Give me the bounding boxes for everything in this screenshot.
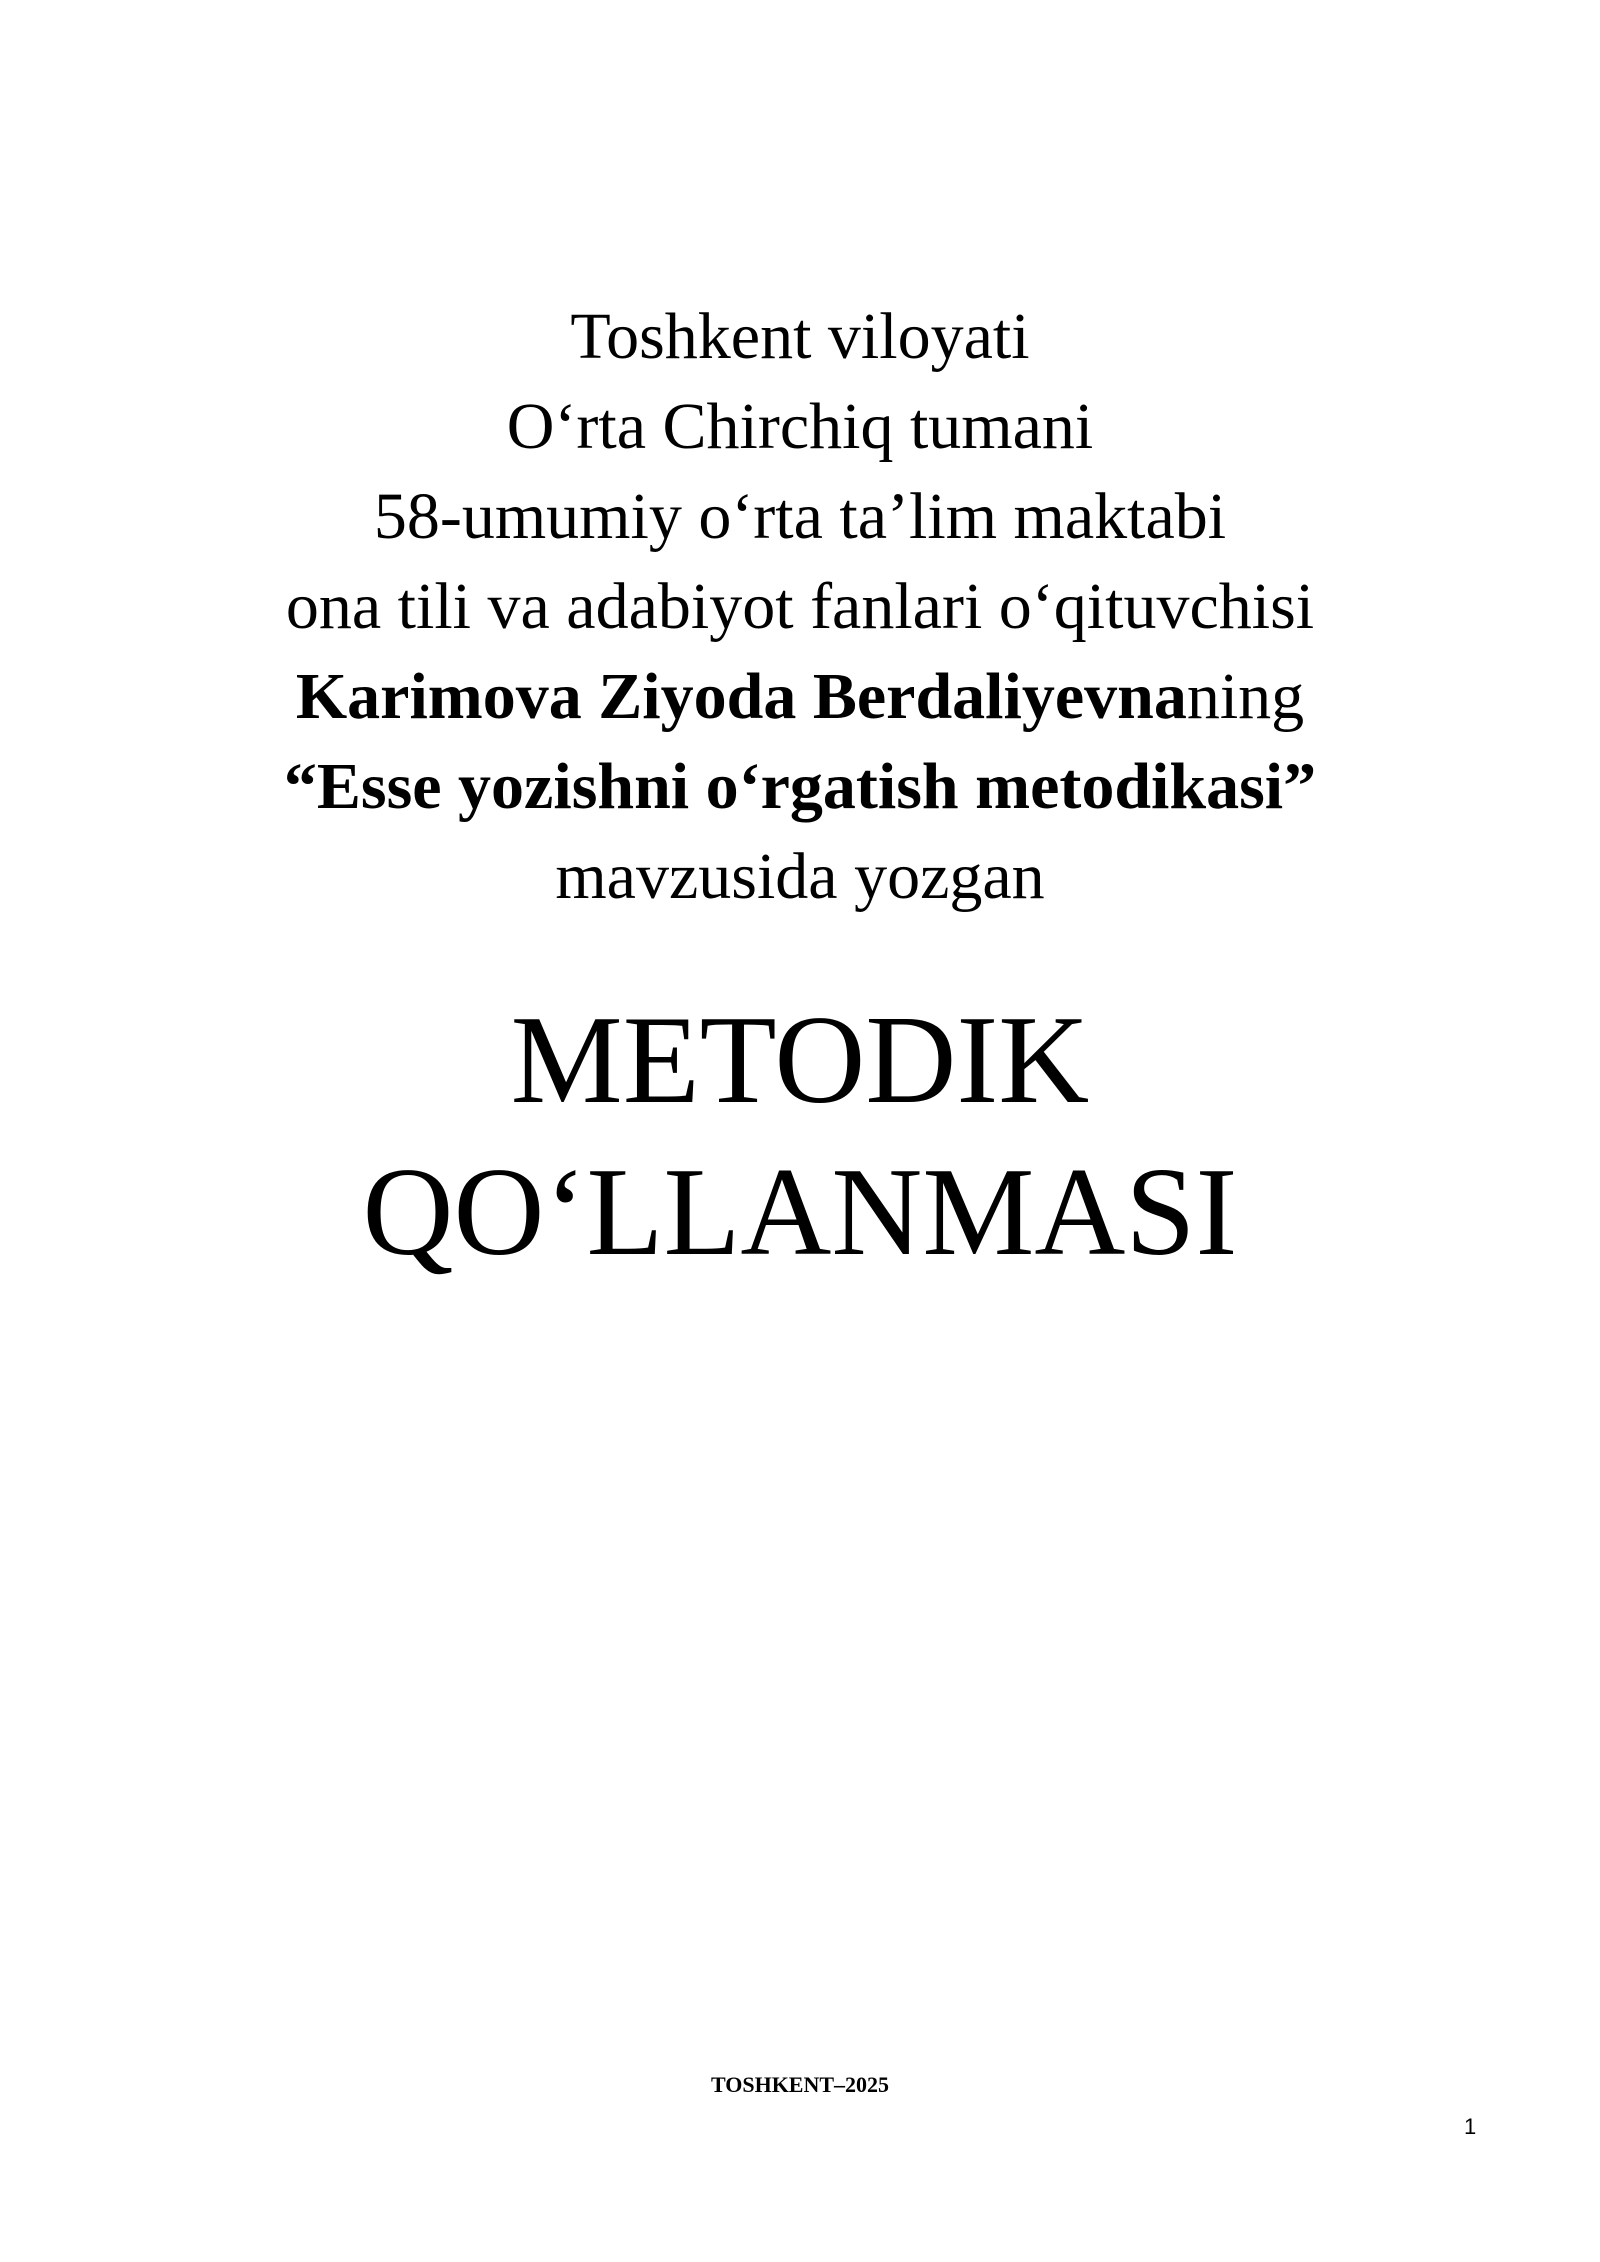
title-line-1: METODIK (510, 991, 1090, 1130)
author-name: Karimova Ziyoda Berdaliyevna (295, 660, 1187, 733)
topic-line: “Esse yozishni o‘rgatish metodikasi” (283, 750, 1317, 823)
district-line: O‘rta Chirchiq tumani (506, 390, 1094, 463)
author-suffix: ning (1186, 660, 1305, 733)
teacher-role-line: ona tili va adabiyot fanlari o‘qituvchisi (285, 570, 1315, 643)
school-line: 58-umumiy o‘rta ta’lim maktabi (373, 480, 1227, 553)
author-line (0, 652, 1600, 742)
written-on-line: mavzusida yozgan (555, 840, 1045, 913)
city-year: TOSHKENT–2025 (710, 2072, 890, 2097)
title-line-2: QO‘LLANMASI (362, 1143, 1238, 1282)
page-number: 1 (1464, 2114, 1477, 2139)
region-line: Toshkent viloyati (570, 300, 1030, 373)
cover-header (0, 292, 1600, 922)
document-title (0, 985, 1600, 1289)
